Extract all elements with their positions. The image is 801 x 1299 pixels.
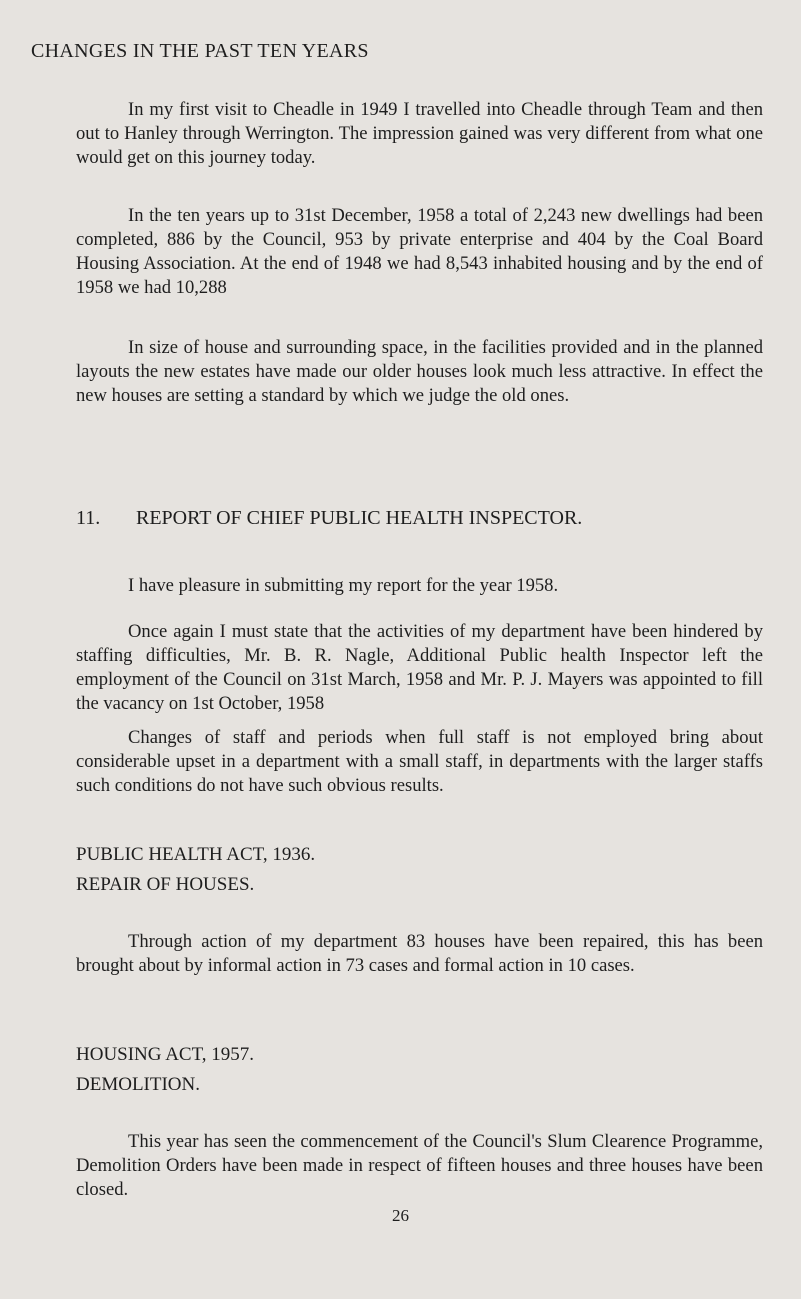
paragraph-house-size: In size of house and surrounding space, in the facilities provided and in the planned layouts the new estates have made our older houses look much less attractive. In effect the new houses are setting a standard by which we judge the old ones. xyxy=(76,337,763,406)
paragraph-staff-changes: Changes of staff and periods when full staff is not employed bring about considerable upset in a department with a small staff, in departments with the larger staffs such conditions do not have such obvious results. xyxy=(76,727,763,796)
subhead-topic-line: REPAIR OF HOUSES. xyxy=(76,874,255,895)
subhead-act-line: PUBLIC HEALTH ACT, 1936. xyxy=(76,844,316,865)
subhead-housing-act xyxy=(76,1040,254,1100)
section-title-text: REPORT OF CHIEF PUBLIC HEALTH INSPECTOR. xyxy=(136,507,583,529)
paragraph-dwellings: In the ten years up to 31st December, 1958 a total of 2,243 new dwellings had been completed, 886 by the Council, 953 by private enterprise and 404 by the Coal Board Housing Association. At the end of 1948 we had 8,543 inhabited housing and by the end of 1958 we had 10,288 xyxy=(76,205,763,298)
subhead-public-health-act xyxy=(76,840,315,900)
page-number: 26 xyxy=(392,1206,409,1225)
paragraph-staffing: Once again I must state that the activities of my department have been hindered by staffing difficulties, Mr. B. R. Nagle, Additional Public health Inspector left the employment of the Council on 31st March, 1958 and Mr. P. J. Mayers was appointed to fill the vacancy on 1st October, 1958 xyxy=(76,621,763,714)
page-heading: CHANGES IN THE PAST TEN YEARS xyxy=(31,40,369,62)
paragraph-report-intro: I have pleasure in submitting my report for the year 1958. xyxy=(128,575,559,596)
paragraph-first-visit: In my first visit to Cheadle in 1949 I travelled into Cheadle through Team and then out to Hanley through Werrington. The impression gained was very different from what one would get on this journey today. xyxy=(76,99,763,168)
section-number: 11. xyxy=(76,507,101,529)
paragraph-demolition: This year has seen the commencement of the Council's Slum Clearence Programme, Demolition Orders have been made in respect of fifteen houses and three houses have been closed. xyxy=(76,1131,763,1200)
section-title xyxy=(76,507,582,530)
paragraph-repairs: Through action of my department 83 houses have been repaired, this has been brought about by informal action in 73 cases and formal action in 10 cases. xyxy=(76,931,763,976)
subhead-act-line: HOUSING ACT, 1957. xyxy=(76,1044,255,1065)
subhead-topic-line: DEMOLITION. xyxy=(76,1074,201,1095)
